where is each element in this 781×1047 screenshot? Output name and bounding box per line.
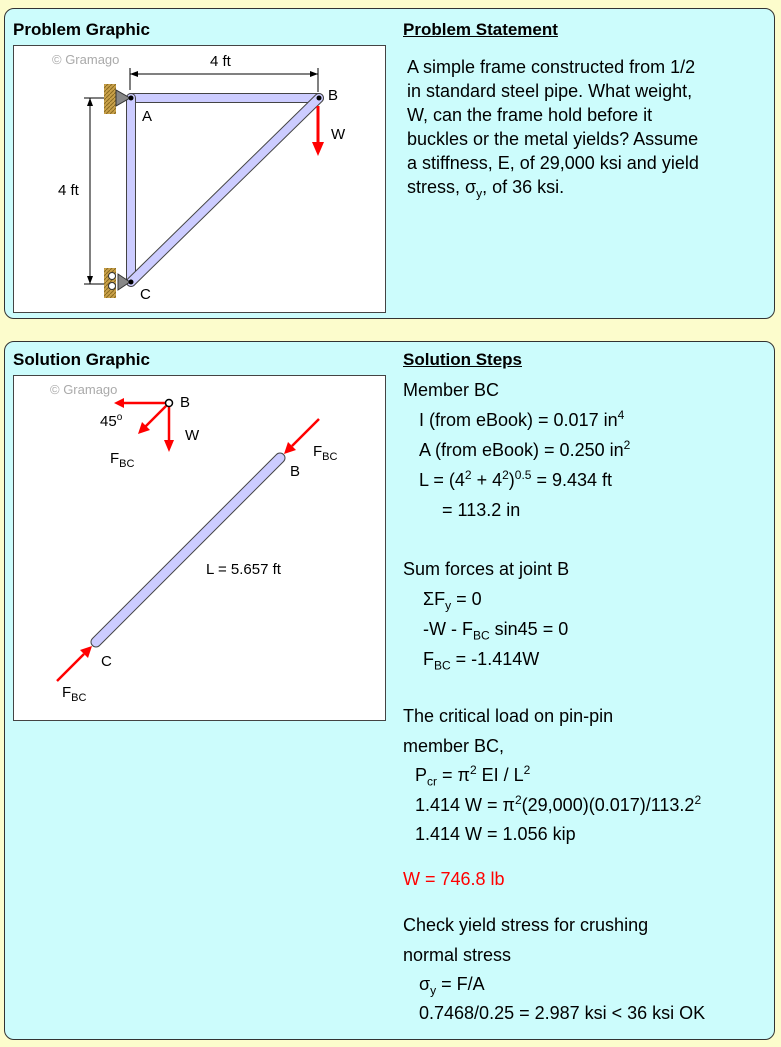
statement-line: W, can the frame hold before it [407, 105, 653, 125]
area-line: A (from eBook) = 0.250 $in^2$ [419, 438, 631, 460]
label-a: A [142, 108, 153, 125]
statement-line: a stiffness, E, of 29,000 ksi and yield [407, 153, 699, 173]
problem-graphic-heading: Problem Graphic [13, 20, 150, 39]
statement-line-last: stress, $\sigma_y$, of 36 ksi. [407, 177, 565, 201]
frame-diagram-svg [14, 46, 387, 314]
critical-load-line-1: The critical load on pin-pin [403, 706, 614, 726]
label-w: W [331, 126, 346, 143]
dim-vertical-label: 4 ft [58, 182, 79, 199]
label-fbc-c: $F_{BC}$ [62, 684, 87, 704]
joint-b [317, 96, 322, 101]
label-b-member: B [290, 463, 301, 480]
watermark: © Gramago [52, 52, 120, 67]
sum-forces-title: Sum forces at joint B [403, 559, 570, 579]
dim-arrow-left [130, 71, 138, 77]
member-bc-diagram-svg [14, 376, 387, 722]
label-fbc-b: $F_{BC}$ [313, 443, 338, 463]
sum-fy-line: $\Sigma F_y = 0$ [423, 589, 482, 613]
length-inches-line: = 113.2 in [442, 500, 521, 520]
critical-load-line-2: member BC, [403, 736, 505, 756]
dim-arrow-top [87, 98, 93, 106]
joint-c [129, 280, 134, 285]
statement-line: in standard steel pipe. What weight, [407, 81, 693, 101]
force-c-arrow-shaft [57, 654, 84, 681]
moment-of-inertia-line: I (from eBook) = 0.017 $in^4$ [419, 408, 625, 430]
result-weight: W = 746.8 lb [403, 869, 505, 889]
watermark: © Gramago [50, 382, 118, 397]
problem-statement-heading: Problem Statement [403, 20, 558, 39]
wall-support-a [104, 84, 116, 114]
roller-wheel-top [109, 273, 116, 280]
equilibrium-line: $-W - F_{BC}$ sin45 = 0 [423, 619, 569, 643]
solution-steps-heading: Solution Steps [403, 350, 522, 369]
w-arrow-head [164, 440, 174, 452]
dim-arrow-right [310, 71, 318, 77]
problem-panel [4, 8, 775, 319]
yield-check-line-2: normal stress [403, 945, 512, 965]
solution-graphic-heading: Solution Graphic [13, 350, 150, 369]
label-c-member: C [101, 653, 112, 670]
solution-panel [4, 341, 775, 1040]
member-bc [96, 458, 280, 642]
angle-label: 45$^o$ [100, 412, 123, 430]
member-bc [131, 98, 319, 282]
length-line: $L = (4^2 + 4^2)^{0.5} = 9.434$ ft [419, 468, 613, 490]
horizontal-arrow-head [114, 398, 124, 408]
dim-arrow-bottom [87, 276, 93, 284]
label-b-top: B [180, 394, 191, 411]
problem-statement [407, 55, 772, 199]
joint-b-node [166, 400, 173, 407]
statement-line: buckles or the metal yields? Assume [407, 129, 699, 149]
w-calc-line-1: 1.414 $W = \pi^2(29,000)(0.017)/113.2^2$ [415, 793, 702, 815]
roller-wheel-bottom [109, 283, 116, 290]
label-b: B [328, 87, 339, 104]
statement-line: A simple frame constructed from 1/2 [407, 57, 696, 77]
force-b-arrow-shaft [292, 419, 319, 446]
label-w: W [185, 427, 200, 444]
yield-stress-calc: 0.7468/0.25 = 2.987 ksi < 36 ksi OK [419, 1003, 706, 1023]
yield-check-line-1: Check yield stress for crushing [403, 915, 649, 935]
yield-stress-formula: $\sigma_y = F/A$ [419, 974, 485, 998]
label-c: C [140, 286, 151, 303]
solution-diagram [13, 375, 386, 721]
fbc-result-line: $F_{BC} = -1.414W$ [423, 649, 540, 673]
w-calc-line-2: 1.414 W = 1.056 kip [415, 824, 576, 844]
load-arrow-head [312, 142, 324, 156]
length-label: L = 5.657 ft [206, 561, 281, 578]
member-title: Member BC [403, 380, 500, 400]
fbc-arrow-shaft [144, 403, 169, 428]
label-fbc-top: $F_{BC}$ [110, 450, 135, 470]
dim-horizontal-label: 4 ft [210, 53, 231, 70]
pcr-formula-line: $P_{cr} = \pi^2$ EI / $L^2$ [415, 763, 531, 789]
problem-diagram [13, 45, 386, 313]
joint-a [129, 96, 134, 101]
